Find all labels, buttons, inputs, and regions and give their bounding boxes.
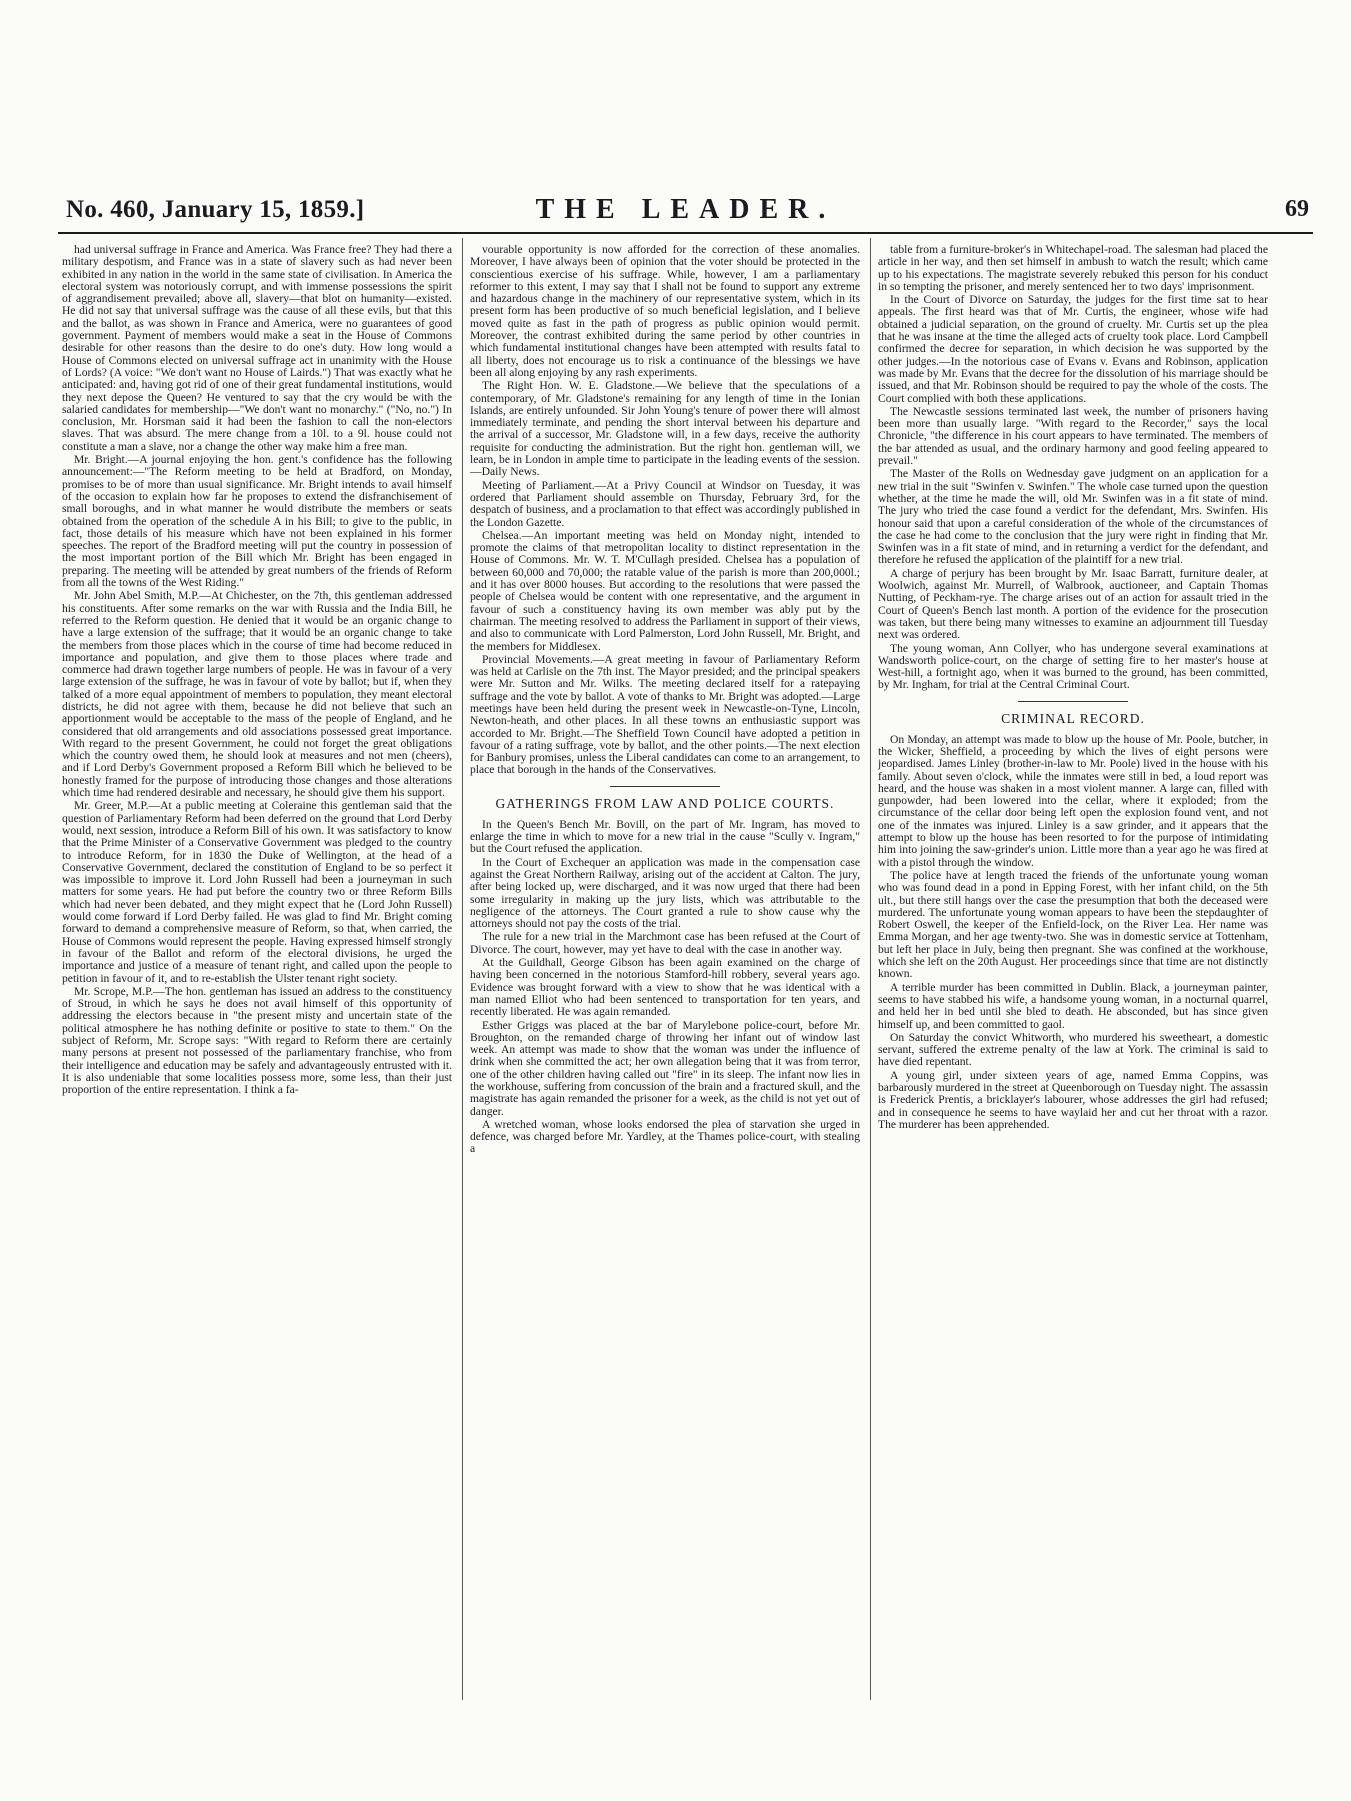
section-heading: GATHERINGS FROM LAW AND POLICE COURTS. (495, 795, 835, 811)
article-paragraph: The Newcastle sessions terminated last week, the number of prisoners having been more than usually large. "With regard to the Recorder," says the local Chronicle, "the difference in his court appears to have terminated. The members of the bar attended as usual, and the ordinary harmony and good feeling appeared to prevail." (878, 404, 1268, 468)
masthead (58, 188, 1313, 234)
article-paragraph: Esther Griggs was placed at the bar of Marylebone police-court, before Mr. Broughton, on the remanded charge of throwing her infant out of window last week. An attempt was made to show that the woman was under the influence of drink when she committed the act; her own allegation being that it was from terror, one of the other children having called out "fire" in its sleep. The infant now lies in the workhouse, suffering from concussion of the brain and a fractured skull, and the magistrate has again remanded the prisoner for a week, as the child is not yet out of danger. (470, 1018, 860, 1118)
article-paragraph: The rule for a new trial in the Marchmont case has been refused at the Court of Divorce. The court, however, may yet have to deal with the case in another way. (470, 930, 860, 956)
article-paragraph: A charge of perjury has been brought by Mr. Isaac Barratt, furniture dealer, at Woolwich, against Mr. Murrell, of Walbrook, auctioneer, and Captain Thomas Nutting, of Peckham-rye. The charge arises out of an action for assault tried in the Court of Queen's Bench last month. A portion of the evidence for the prosecution was taken, but there being many witnesses to examine an adjournment till Tuesday next was ordered. (878, 566, 1268, 642)
article-paragraph: A young girl, under sixteen years of age, named Emma Coppins, was barbarously murdered in the street at Queenborough on Tuesday night. The assassin is Frederick Prentis, a bricklayer's labourer, whose addresses the girl had refused; and in consequence he seems to have waylaid her and cut her throat with a razor. The murderer has been apprehended. (878, 1068, 1268, 1131)
newspaper-page (58, 188, 1313, 1708)
article-paragraph: On Monday, an attempt was made to blow up the house of Mr. Poole, butcher, in the Wicker, Sheffield, a proceeding by which the lives of eight persons were jeopardised. James Linley (brother-in-law to Mr. Poole) lived in the house with his family. About seven o'clock, while the inmates were still in bed, a loud report was heard, and the house was shaken in a most violent manner. A large can, filled with gunpowder, had been lowered into the cellar, where it exploded; from the circumstance of the cellar door being left open the explosion found vent, and not one of the inmates was injured. Linley is a saw grinder, and it appears that the attempt to blow up the house has been resorted to for the purpose of intimidating him into joining the saw-grinder's union. Little more than a year ago he was fired at with a pistol through the window. (878, 732, 1268, 869)
column-2 (470, 244, 860, 1704)
article-paragraph: On Saturday the convict Whitworth, who murdered his sweetheart, a domestic servant, suffered the extreme penalty of the law at York. The criminal is said to have died repentant. (878, 1030, 1268, 1069)
article-paragraph: In the Court of Divorce on Saturday, the judges for the first time sat to hear appeals. The first heard was that of Mr. Curtis, the engineer, whose wife had obtained a judicial separation, on the ground of cruelty. Mr. Curtis set up the plea that he was insane at the time the alleged acts of cruelty took place. Lord Campbell confirmed the decree for separation, in which decision he was supported by the other judges.—In the notorious case of Evans v. Evans and Robinson, application was made by Mr. Evans that the decree for the dissolution of his marriage should be issued, and that Mr. Robinson should be required to pay the whole of the costs. The Court complied with both these applications. (878, 293, 1268, 405)
article-paragraph: In the Queen's Bench Mr. Bovill, on the part of Mr. Ingram, has moved to enlarge the time in which to move for a new trial in the cause "Scully v. Ingram," but the Court refused the application. (470, 817, 860, 856)
article-paragraph: A wretched woman, whose looks endorsed the plea of starvation she urged in defence, was charged before Mr. Yardley, at the Thames police-court, with stealing a (470, 1117, 860, 1156)
article-paragraph: Chelsea.—An important meeting was held on Monday night, intended to promote the claims of that metropolitan locality to distinct representation in the House of Commons. Mr. W. T. M'Cullagh presided. Chelsea has a population of between 60,000 and 70,000; the ratable value of the parish is more than 200,000l.; and it has over 8000 houses. But according to the resolutions that were passed the people of Chelsea would be content with one representative, and the argument in favour of such a constituency having its own member was ably put by the chairman. The meeting resolved to address the Parliament in support of their views, and also to communicate with Lord Palmerston, Lord John Russell, Mr. Bright, and the members for Middlesex. (470, 528, 860, 653)
column-rule (462, 238, 463, 1700)
article-paragraph: Mr. Bright.—A journal enjoying the hon. gent.'s confidence has the following announcement:—"The Reform meeting to be held at Bradford, on Monday, promises to be of more than usual significance. Mr. Bright intends to avail himself of the occasion to explain how far he proposes to extend the disfranchisement of small boroughs, and in what manner he would distribute the members or seats obtained from the operation of the schedule A in his Bill; to give to the public, in fact, those details of his measure which have not been explained in his former speeches. The report of the Bradford meeting will put the country in possession of the most important portion of the Bill which Mr. Bright has been engaged in preparing. The meeting will be attended by great numbers of the friends of Reform from all the towns of the West Riding." (62, 453, 452, 590)
section-separator (610, 786, 720, 787)
section-heading: CRIMINAL RECORD. (1001, 710, 1145, 726)
article-paragraph: vourable opportunity is now afforded for the correction of these anomalies. Moreover, I have always been of opinion that the voter should be protected in the conscientious exercise of his suffrage. While, however, I am a parliamentary reformer to this extent, I may say that I shall not be found to support any extreme and hazardous change in the machinery of our representative system, which in its present form has been productive of so much beneficial legislation, and I believe moved quite as fast in the path of progress as public opinion would permit. Moreover, the contrast exhibited during the same period by other countries in which fundamental institutional changes have been attempted with results fatal to all liberty, does not encourage us to risk a continuance of the blessings we have been all along enjoying by any rash experiments. (470, 244, 860, 379)
issue-date: No. 460, January 15, 1859.] (66, 196, 365, 223)
article-paragraph: The Right Hon. W. E. Gladstone.—We believe that the speculations of a contemporary, of Mr. Gladstone's remaining for any length of time in the Ionian Islands, are entirely unfounded. Sir John Young's tenure of power there will almost immediately terminate, and pending the short interval between his departure and the arrival of a successor, Mr. Gladstone will, in a few days, receive the authority requisite for conducting the administration. But the right hon. gentleman will, we learn, be in London in ample time to participate in the leading events of the session.—Daily News. (470, 379, 860, 479)
article-paragraph: Meeting of Parliament.—At a Privy Council at Windsor on Tuesday, it was ordered that Parliament should assemble on Thursday, February 3rd, for the despatch of business, and a proclamation to that effect was accordingly published in the London Gazette. (470, 478, 860, 529)
column-rule (870, 238, 871, 1700)
column-3 (878, 244, 1268, 1704)
section-separator (1018, 701, 1128, 702)
article-paragraph: At the Guildhall, George Gibson has been again examined on the charge of having been concerned in the notorious Stamford-hill robbery, several years ago. Evidence was brought forward with a view to show that he was identical with a man named Elliot who had been sentenced to transportation for ten years, and recently liberated. He was again remanded. (470, 956, 860, 1019)
article-paragraph: The Master of the Rolls on Wednesday gave judgment on an application for a new trial in the suit "Swinfen v. Swinfen." The whole case turned upon the question whether, at the time he made the will, old Mr. Swinfen was in a fit state of mind. The jury who tried the case found a verdict for the defendant, Mrs. Swinfen. His honour said that upon a careful consideration of the whole of the circumstances of the case he had come to the conclusion that the jury were right in finding that Mr. Swinfen was in a fit state of mind, and in returning a verdict for the defendant, and therefore he refused the application of the plaintiff for a new trial. (878, 467, 1268, 567)
article-paragraph: table from a furniture-broker's in Whitechapel-road. The salesman had placed the article in her way, and then set himself in ambush to watch the result; which came up to his expectations. The magistrate severely rebuked this person for his conduct in so tempting the prisoner, and merely sentenced her to two days' imprisonment. (878, 244, 1268, 293)
column-1 (62, 244, 452, 1704)
newspaper-title: THE LEADER. (535, 194, 836, 225)
article-paragraph: Mr. John Abel Smith, M.P.—At Chichester, on the 7th, this gentleman addressed his constituents. After some remarks on the war with Russia and the India Bill, he referred to the Reform question. He denied that it would be an organic change to have a large extension of the suffrage; that it would be an organic change to take the members from those places which in the course of time had become reduced in importance and population, and give them to those places where trade and commerce had drawn together large numbers of people. He was in favour of a very large extension of the suffrage, he was in favour of vote by ballot; but if, when they talked of a more equal appointment of members to population, they meant electoral districts, he did not agree with them, because he did not believe that such an apportionment would be acceptable to the mass of the people of England, and he considered that old arrangements and old associations possessed great importance. With regard to the present Government, he could not forget the great obligations which the country owed them, he should look at measures and not men (cheers), and if Lord Derby's Government proposed a Reform Bill which he believed to be honestly framed for the purpose of introducing those changes and those alterations which time had rendered desirable and necessary, he should give them his support. (62, 589, 452, 800)
article-paragraph: Provincial Movements.—A great meeting in favour of Parliamentary Reform was held at Carlisle on the 7th inst. The Mayor presided; and the principal speakers were Mr. Sutton and Mr. Wilks. The meeting declared itself for a ratepaying suffrage and the vote by ballot. A vote of thanks to Mr. Bright was adopted.—Large meetings have been held during the present week in Newcastle-on-Tyne, Lincoln, Newton-heath, and other places. In all these towns an enthusiastic support was accorded to Mr. Bright.—The Sheffield Town Council have adopted a petition in favour of a rating suffrage, vote by ballot, and the other points.—The next election for Banbury promises, unless the Liberal candidates can come to an arrangement, to place that borough in the hands of the Conservatives. (470, 652, 860, 777)
page-number: 69 (1285, 196, 1309, 222)
article-paragraph: The police have at length traced the friends of the unfortunate young woman who was found dead in a pond in Epping Forest, with her infant child, on the 5th ult., but there still hangs over the case the presumption that both the deceased were murdered. The unfortunate young woman appears to have been the stepdaughter of Robert Oswell, the keeper of the Enfield-lock, on the River Lea. Her name was Emma Morgan, and her age twenty-two. She was in domestic service at Tottenham, but left her place in July, being then pregnant. She was confined at the workhouse, which she left on the 20th August. Her proceedings since that time are not distinctly known. (878, 868, 1268, 981)
article-paragraph: In the Court of Exchequer an application was made in the compensation case against the Great Northern Railway, arising out of the accident at Calton. The jury, after being locked up, were discharged, and it was now urged that there had been some irregularity in making up the jury lists, which was attributable to the negligence of the attorneys. The Court granted a rule to show cause why the attorneys should not pay the costs of the trial. (470, 855, 860, 931)
article-paragraph: A terrible murder has been committed in Dublin. Black, a journeyman painter, seems to have stabbed his wife, a handsome young woman, in a nocturnal quarrel, and held her in bed until she bled to death. He absconded, but has since given himself up, and been committed to gaol. (878, 980, 1268, 1031)
article-paragraph: Mr. Greer, M.P.—At a public meeting at Coleraine this gentleman said that the question of Parliamentary Reform had been deferred on the ground that Lord Derby would, next session, introduce a Reform Bill of his own. It was satisfactory to know that the Prime Minister of a Conservative Government was pledged to the country to introduce Reform, for in 1830 the Duke of Wellington, at the head of a Conservative Government, declared the constitution of England to be so perfect it was impossible to improve it. Lord John Russell had been a journeyman in such matters for some years. He had put before the country two or three Reform Bills which had never been debated, and they might expect that he (Lord John Russell) would come forward if Lord Derby failed. He was glad to find Mr. Bright coming forward to demand a comprehensive measure of Reform, so that, when carried, the House of Commons would represent the people. Having expressed himself strongly in favour of the Ballot and reform of the electoral divisions, he urged the importance and justice of a measure of tenant right, and called upon the people to petition in favour of it, and to re-establish the Ulster tenant right society. (62, 799, 452, 985)
article-paragraph: The young woman, Ann Collyer, who has undergone several examinations at Wandsworth police-court, on the charge of setting fire to her master's house at West-hill, a fortnight ago, when it was burned to the ground, has been committed, by Mr. Ingham, for trial at the Central Criminal Court. (878, 641, 1268, 692)
article-paragraph: Mr. Scrope, M.P.—The hon. gentleman has issued an address to the constituency of Stroud, in which he says he does not avail himself of this opportunity of addressing the electors because in "the present misty and uncertain state of the political atmosphere he has nothing definite or positive to state to them." On the subject of Reform, Mr. Scrope says: "With regard to Reform there are certainly many persons at present not possessed of the parliamentary franchise, who from their intelligence and education may be safely and advantageously entrusted with it. It is also undeniable that some localities possess more, some less, than their just proportion of the entire representation. I think a fa- (62, 984, 452, 1097)
article-paragraph: had universal suffrage in France and America. Was France free? They had there a military despotism, and France was in a state of slavery such as had never been exhibited in any nation in the world in the same state of civilisation. In America the electoral system was notoriously corrupt, and with immense possessions the spirit of aggrandisement prevailed; above all, slavery—that blot on humanity—existed. He did not say that universal suffrage was the cause of all these evils, but that this and the ballot, as was shown in France and America, were no guarantees of good government. Payment of members would make a seat in the House of Commons desirable for other reasons than the desire to do one's duty. How long would a House of Commons elected on universal suffrage act in unanimity with the House of Lords? (A voice: "We don't want no House of Lairds.") That was exactly what he anticipated: and, having got rid of one of their great fundamental institutions, would they next depose the Queen? He ventured to say that the cry would be with the salaried candidates for membership—"We don't want no monarchy." ("No, no.") In conclusion, Mr. Horsman said it had been the fashion to call the non-electors slaves. That was absurd. The mere change from a 10l. to a 9l. house could not constitute a man a slave, nor a change the other way make him a free man. (62, 244, 452, 453)
